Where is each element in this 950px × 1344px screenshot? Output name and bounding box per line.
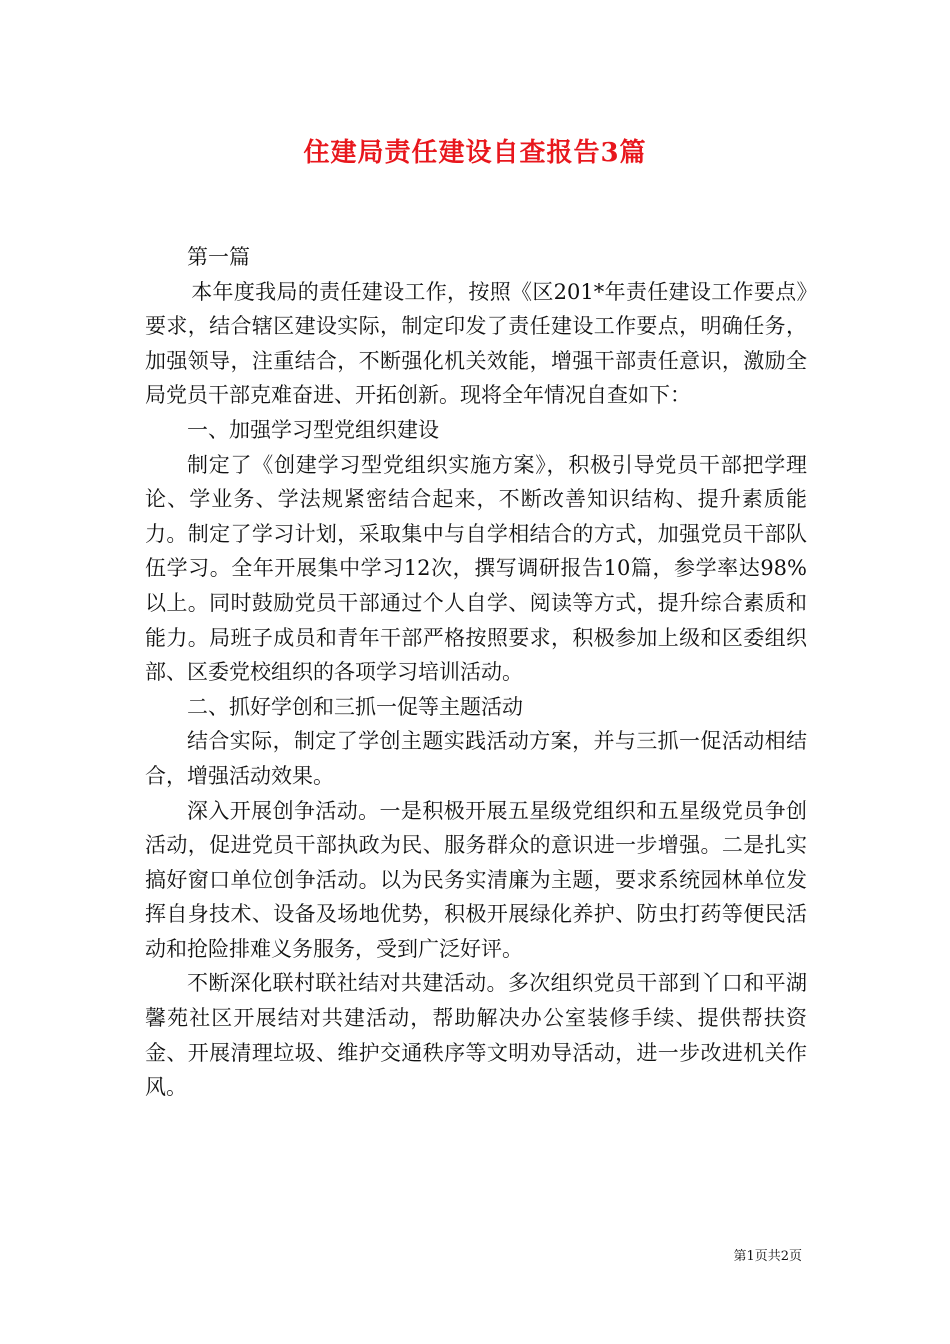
paragraph: 本年度我局的责任建设工作，按照《区201*年责任建设工作要点》要求，结合辖区建设实际，制定印发了责任建设工作要点，明确任务，加强领导，注重结合，不断强化机关效能，增强干部责任意识，激励全局党员干部克难奋进、开拓创新。现将全年情况自查如下：	[145, 279, 807, 408]
paragraph: 结合实际，制定了学创主题实践活动方案，并与三抓一促活动相结合，增强活动效果。	[145, 729, 807, 788]
paragraph: 制定了《创建学习型党组织实施方案》，积极引导党员干部把学理论、学业务、学法规紧密结合起来，不断改善知识结构、提升素质能力。制定了学习计划，采取集中与自学相结合的方式，加强党员干部队伍学习。全年开展集中学习12次，撰写调研报告10篇，参学率达98%以上。同时鼓励党员干部通过个人自学、阅读等方式，提升综合素质和能力。局班子成员和青年干部严格按照要求，积极参加上级和区委组织部、区委党校组织的各项学习培训活动。	[145, 452, 807, 685]
section-heading: 第一篇	[187, 245, 250, 269]
document-body	[145, 240, 807, 1105]
section-heading: 一、加强学习型党组织建设	[187, 417, 439, 442]
document-title: 住建局责任建设自查报告3篇	[303, 138, 647, 168]
page-number: 第1页共2页	[733, 1249, 802, 1264]
section-heading: 二、抓好学创和三抓一促等主题活动	[187, 694, 523, 719]
paragraph: 不断深化联村联社结对共建活动。多次组织党员干部到丫口和平湖馨苑社区开展结对共建活动，帮助解决办公室装修手续、提供帮扶资金、开展清理垃圾、维护交通秩序等文明劝导活动，进一步改进机关作风。	[145, 971, 807, 1100]
paragraph: 深入开展创争活动。一是积极开展五星级党组织和五星级党员争创活动，促进党员干部执政为民、服务群众的意识进一步增强。二是扎实搞好窗口单位创争活动。以为民务实清廉为主题，要求系统园林单位发挥自身技术、设备及场地优势，积极开展绿化养护、防虫打药等便民活动和抢险排难义务服务，受到广泛好评。	[145, 798, 807, 961]
